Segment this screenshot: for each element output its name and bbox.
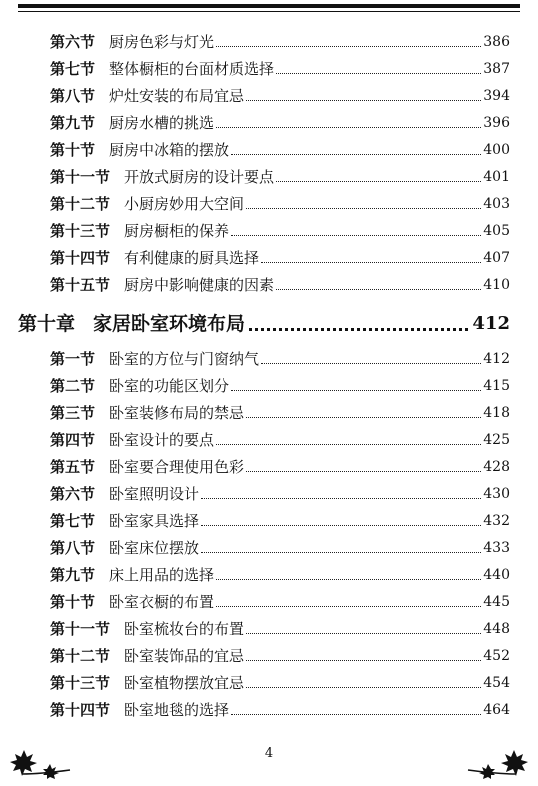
toc-entry[interactable] — [50, 193, 510, 215]
toc-entry[interactable] — [50, 85, 510, 107]
page-number: 433 — [483, 540, 510, 556]
section-title: 整体橱柜的台面材质选择 — [109, 60, 275, 78]
toc-entry[interactable] — [50, 247, 510, 269]
section-title: 卧室要合理使用色彩 — [109, 458, 245, 476]
toc-entry[interactable] — [50, 274, 510, 296]
section-number: 第十三节 — [50, 222, 111, 240]
section-title: 卧室的功能区划分 — [109, 377, 230, 395]
leader-dots — [246, 660, 481, 661]
leader-dots — [261, 262, 481, 263]
page-number: 440 — [483, 567, 510, 583]
header-rule-thin — [18, 11, 520, 12]
section-number: 第四节 — [50, 431, 96, 449]
page-number: 386 — [483, 34, 510, 50]
section-title: 卧室装修布局的禁忌 — [109, 404, 245, 422]
toc-entry[interactable] — [50, 58, 510, 80]
section-title: 卧室装饰品的宜忌 — [124, 647, 245, 665]
leader-dots — [276, 73, 481, 74]
section-title: 厨房色彩与灯光 — [109, 33, 215, 51]
section-title: 开放式厨房的设计要点 — [124, 168, 275, 186]
section-title: 厨房橱柜的保养 — [124, 222, 230, 240]
section-title: 卧室家具选择 — [109, 512, 200, 530]
toc-entry[interactable] — [50, 537, 510, 559]
page-number: 415 — [483, 378, 510, 394]
section-number: 第十二节 — [50, 195, 111, 213]
section-number: 第七节 — [50, 60, 96, 78]
toc-entry[interactable] — [50, 31, 510, 53]
leader-dots — [276, 181, 481, 182]
header-rule-thick — [18, 4, 520, 8]
toc-entry[interactable] — [50, 166, 510, 188]
toc-entry[interactable] — [50, 348, 510, 370]
section-number: 第五节 — [50, 458, 96, 476]
section-title: 卧室梳妆台的布置 — [124, 620, 245, 638]
section-number: 第十五节 — [50, 276, 111, 294]
section-number: 第六节 — [50, 33, 96, 51]
section-number: 第十三节 — [50, 674, 111, 692]
section-title: 厨房水槽的挑选 — [109, 114, 215, 132]
section-title: 床上用品的选择 — [109, 566, 215, 584]
section-title: 有利健康的厨具选择 — [124, 249, 260, 267]
toc-entry[interactable] — [50, 645, 510, 667]
page-number: 407 — [483, 250, 510, 266]
toc-entry[interactable] — [50, 220, 510, 242]
section-title: 卧室照明设计 — [109, 485, 200, 503]
section-number: 第十一节 — [50, 168, 111, 186]
toc-entry[interactable] — [50, 564, 510, 586]
section-number: 第七节 — [50, 512, 96, 530]
leader-dots — [216, 127, 481, 128]
section-title: 卧室植物摆放宜忌 — [124, 674, 245, 692]
section-number: 第六节 — [50, 485, 96, 503]
page-number: 430 — [483, 486, 510, 502]
chapter-heading[interactable] — [18, 310, 510, 338]
page-number: 464 — [483, 702, 510, 718]
leader-dots — [246, 687, 481, 688]
leader-dots — [201, 525, 481, 526]
section-number: 第一节 — [50, 350, 96, 368]
leader-dots — [231, 714, 481, 715]
page-number: 452 — [483, 648, 510, 664]
page-number: 412 — [483, 351, 510, 367]
page-number: 448 — [483, 621, 510, 637]
page-footer-number: 4 — [264, 746, 274, 761]
leader-dots — [216, 579, 481, 580]
page-number: 410 — [483, 277, 510, 293]
page-number: 405 — [483, 223, 510, 239]
section-number: 第十四节 — [50, 701, 111, 719]
page-number: 387 — [483, 61, 510, 77]
leader-dots — [249, 328, 468, 331]
page-number: 403 — [483, 196, 510, 212]
section-number: 第九节 — [50, 114, 96, 132]
toc-entry[interactable] — [50, 591, 510, 613]
leader-dots — [231, 390, 481, 391]
toc-entry[interactable] — [50, 139, 510, 161]
section-number: 第三节 — [50, 404, 96, 422]
section-title: 卧室的方位与门窗纳气 — [109, 350, 260, 368]
leader-dots — [216, 606, 481, 607]
section-title: 厨房中冰箱的摆放 — [109, 141, 230, 159]
leader-dots — [261, 363, 481, 364]
leader-dots — [246, 633, 481, 634]
toc-entry[interactable] — [50, 112, 510, 134]
page-number: 401 — [483, 169, 510, 185]
leader-dots — [276, 289, 481, 290]
toc-entry[interactable] — [50, 429, 510, 451]
page-number: 428 — [483, 459, 510, 475]
section-title: 厨房中影响健康的因素 — [124, 276, 275, 294]
toc-entry[interactable] — [50, 456, 510, 478]
toc-entry[interactable] — [50, 510, 510, 532]
leader-dots — [201, 552, 481, 553]
section-number: 第九节 — [50, 566, 96, 584]
leader-dots — [231, 235, 481, 236]
chapter-page-number: 412 — [472, 313, 510, 334]
page-number: 394 — [483, 88, 510, 104]
page-number: 396 — [483, 115, 510, 131]
leader-dots — [231, 154, 481, 155]
toc-entry[interactable] — [50, 402, 510, 424]
leader-dots — [246, 208, 481, 209]
toc-entry[interactable] — [50, 483, 510, 505]
section-title: 卧室设计的要点 — [109, 431, 215, 449]
section-number: 第十四节 — [50, 249, 111, 267]
section-title: 炉灶安装的布局宜忌 — [109, 87, 245, 105]
toc-entry[interactable] — [50, 699, 510, 721]
page-number: 445 — [483, 594, 510, 610]
section-title: 卧室地毯的选择 — [124, 701, 230, 719]
section-number: 第八节 — [50, 539, 96, 557]
page-number: 418 — [483, 405, 510, 421]
leader-dots — [216, 46, 481, 47]
section-title: 卧室床位摆放 — [109, 539, 200, 557]
section-number: 第十节 — [50, 593, 96, 611]
page-number: 454 — [483, 675, 510, 691]
toc-entry[interactable] — [50, 672, 510, 694]
chapter-title: 家居卧室环境布局 — [93, 313, 246, 335]
page-number: 432 — [483, 513, 510, 529]
page-number: 400 — [483, 142, 510, 158]
section-number: 第十节 — [50, 141, 96, 159]
toc-entry[interactable] — [50, 375, 510, 397]
section-title: 卧室衣橱的布置 — [109, 593, 215, 611]
section-number: 第十二节 — [50, 647, 111, 665]
maple-leaf-ornament-icon — [466, 744, 528, 784]
page-number: 425 — [483, 432, 510, 448]
leader-dots — [246, 471, 481, 472]
section-number: 第二节 — [50, 377, 96, 395]
toc-entry[interactable] — [50, 618, 510, 640]
leader-dots — [246, 417, 481, 418]
leader-dots — [216, 444, 481, 445]
section-title: 小厨房妙用大空间 — [124, 195, 245, 213]
chapter-number: 第十章 — [18, 313, 76, 335]
section-number: 第十一节 — [50, 620, 111, 638]
section-number: 第八节 — [50, 87, 96, 105]
leader-dots — [246, 100, 481, 101]
leader-dots — [201, 498, 481, 499]
